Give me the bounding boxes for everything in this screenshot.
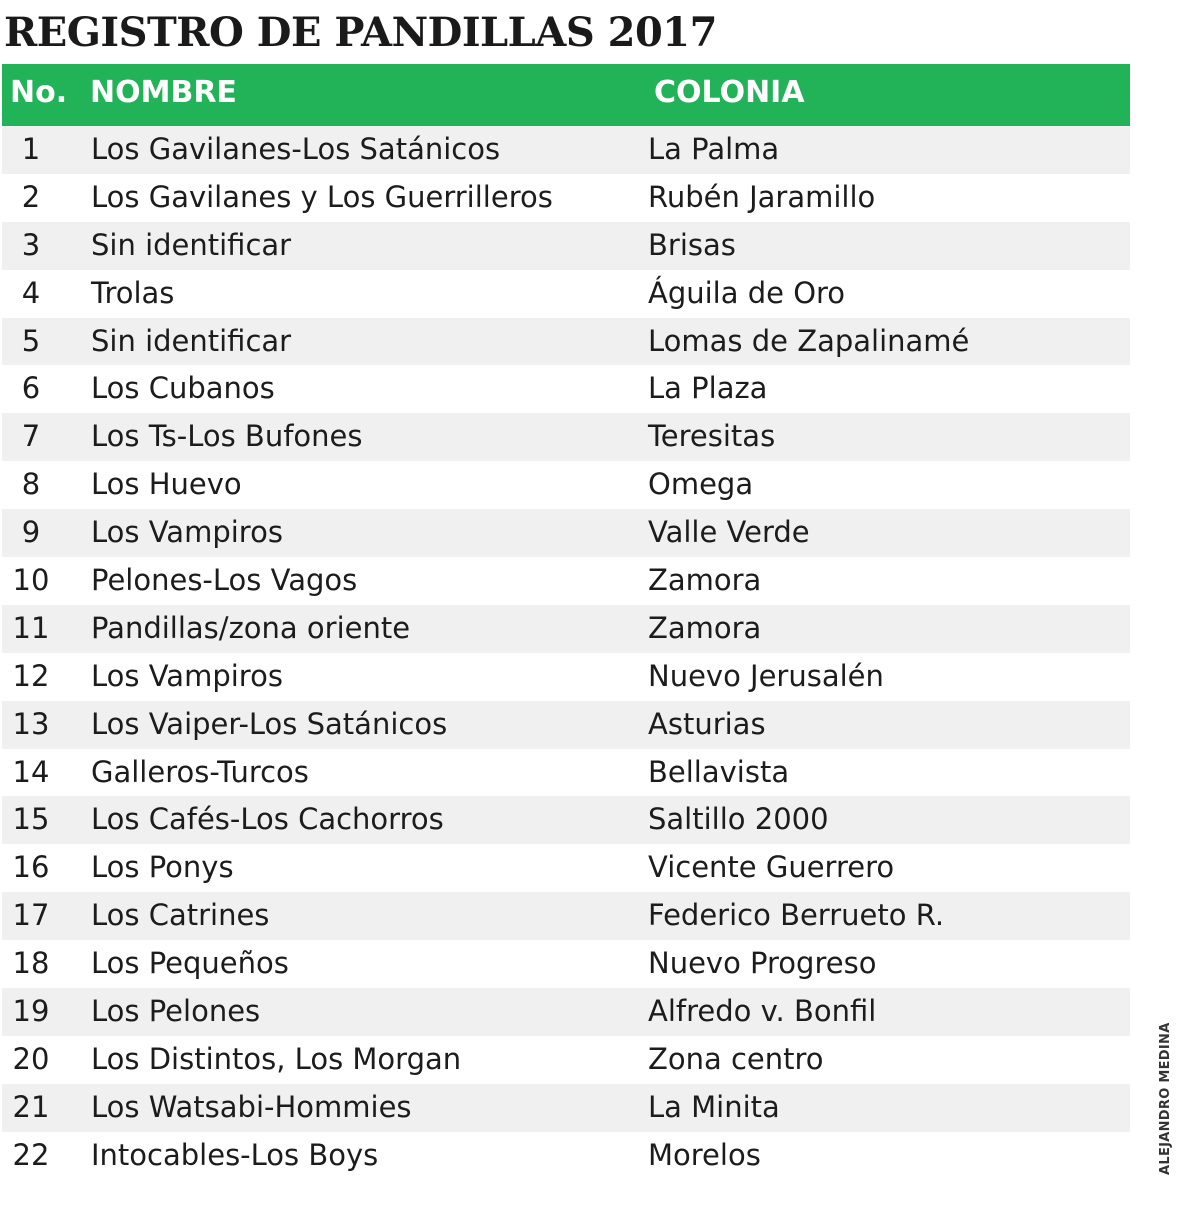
row-number: 2	[21, 179, 41, 214]
table-row	[2, 222, 1130, 270]
colonia-name: Brisas	[648, 227, 736, 262]
colonia-name: Asturias	[648, 706, 766, 741]
column-header-no: No.	[10, 75, 68, 110]
table-header	[2, 64, 1130, 126]
table-row	[2, 653, 1130, 701]
gang-name: Los Ts-Los Bufones	[91, 419, 363, 454]
row-number: 15	[12, 802, 50, 837]
gang-name: Los Vampiros	[91, 515, 283, 550]
colonia-name: Nuevo Jerusalén	[648, 658, 884, 693]
gang-name: Pelones-Los Vagos	[91, 563, 358, 598]
colonia-name: Teresitas	[648, 419, 776, 454]
table-title: REGISTRO DE PANDILLAS 2017	[4, 9, 717, 56]
row-number: 18	[12, 946, 50, 981]
table-row	[2, 461, 1130, 509]
colonia-name: Alfredo v. Bonfil	[648, 994, 877, 1029]
colonia-name: Zamora	[648, 610, 762, 645]
colonia-name: Nuevo Progreso	[648, 946, 877, 981]
table-row	[2, 174, 1130, 222]
table-row	[2, 270, 1130, 318]
row-number: 16	[12, 850, 50, 885]
table-row	[2, 126, 1130, 174]
table-row	[2, 796, 1130, 844]
table-row	[2, 844, 1130, 892]
row-number: 14	[12, 754, 50, 789]
colonia-name: Vicente Guerrero	[648, 850, 895, 885]
colonia-name: La Minita	[648, 1089, 780, 1124]
row-number: 6	[21, 371, 41, 406]
colonia-name: Rubén Jaramillo	[648, 179, 876, 214]
gang-name: Los Distintos, Los Morgan	[91, 1041, 462, 1076]
table-row	[2, 318, 1130, 366]
gang-name: Trolas	[91, 275, 175, 310]
colonia-name: Bellavista	[648, 754, 790, 789]
row-number: 1	[21, 132, 41, 166]
row-number: 17	[12, 898, 50, 933]
gang-name: Sin identificar	[91, 323, 292, 358]
column-header-colonia: COLONIA	[654, 75, 805, 110]
gang-name: Sin identificar	[91, 227, 292, 262]
gang-name: Intocables-Los Boys	[91, 1137, 379, 1172]
gang-name: Los Ponys	[91, 850, 234, 885]
gang-name: Los Gavilanes-Los Satánicos	[91, 132, 501, 166]
colonia-name: Morelos	[648, 1137, 761, 1172]
table-row	[2, 749, 1130, 797]
gang-name: Pandillas/zona oriente	[91, 610, 411, 645]
row-number: 4	[21, 275, 41, 310]
gang-name: Los Huevo	[91, 467, 242, 502]
colonia-name: Saltillo 2000	[648, 802, 829, 837]
table-row	[2, 413, 1130, 461]
colonia-name: La Palma	[648, 132, 780, 166]
colonia-name: Lomas de Zapalinamé	[648, 323, 970, 358]
colonia-name: La Plaza	[648, 371, 768, 406]
colonia-name: Zamora	[648, 563, 762, 598]
table-row	[2, 988, 1130, 1036]
row-number: 21	[12, 1089, 50, 1124]
gang-name: Los Vaiper-Los Satánicos	[91, 706, 448, 741]
row-number: 22	[12, 1137, 50, 1172]
gang-registry-table	[2, 64, 1130, 1180]
table-row	[2, 1036, 1130, 1084]
colonia-name: Federico Berrueto R.	[648, 898, 945, 933]
gang-name: Los Catrines	[91, 898, 270, 933]
column-header-nombre: NOMBRE	[90, 75, 237, 110]
table-body	[2, 126, 1130, 1180]
table-row	[2, 1132, 1130, 1180]
row-number: 19	[12, 994, 50, 1029]
colonia-name: Omega	[648, 467, 754, 502]
colonia-name: Águila de Oro	[648, 275, 846, 310]
colonia-name: Valle Verde	[648, 515, 810, 550]
row-number: 20	[12, 1041, 50, 1076]
table-row	[2, 557, 1130, 605]
table-row	[2, 1084, 1130, 1132]
photo-credit: ALEJANDRO MEDINA	[1158, 1022, 1173, 1175]
table-row	[2, 701, 1130, 749]
row-number: 7	[21, 419, 41, 454]
gang-name: Los Watsabi-Hommies	[91, 1089, 412, 1124]
row-number: 10	[12, 563, 50, 598]
colonia-name: Zona centro	[648, 1041, 824, 1076]
row-number: 9	[21, 515, 41, 550]
gang-name: Los Cubanos	[91, 371, 275, 406]
gang-name: Galleros-Turcos	[91, 754, 309, 789]
gang-name: Los Pelones	[91, 994, 261, 1029]
table-row	[2, 940, 1130, 988]
row-number: 12	[12, 658, 50, 693]
row-number: 13	[12, 706, 50, 741]
gang-name: Los Cafés-Los Cachorros	[91, 802, 444, 837]
gang-name: Los Vampiros	[91, 658, 283, 693]
row-number: 11	[12, 610, 50, 645]
row-number: 3	[21, 227, 41, 262]
row-number: 5	[21, 323, 41, 358]
table-row	[2, 605, 1130, 653]
gang-name: Los Gavilanes y Los Guerrilleros	[91, 179, 553, 214]
table-row	[2, 892, 1130, 940]
table-row	[2, 365, 1130, 413]
gang-name: Los Pequeños	[91, 946, 289, 981]
table-row	[2, 509, 1130, 557]
row-number: 8	[21, 467, 41, 502]
